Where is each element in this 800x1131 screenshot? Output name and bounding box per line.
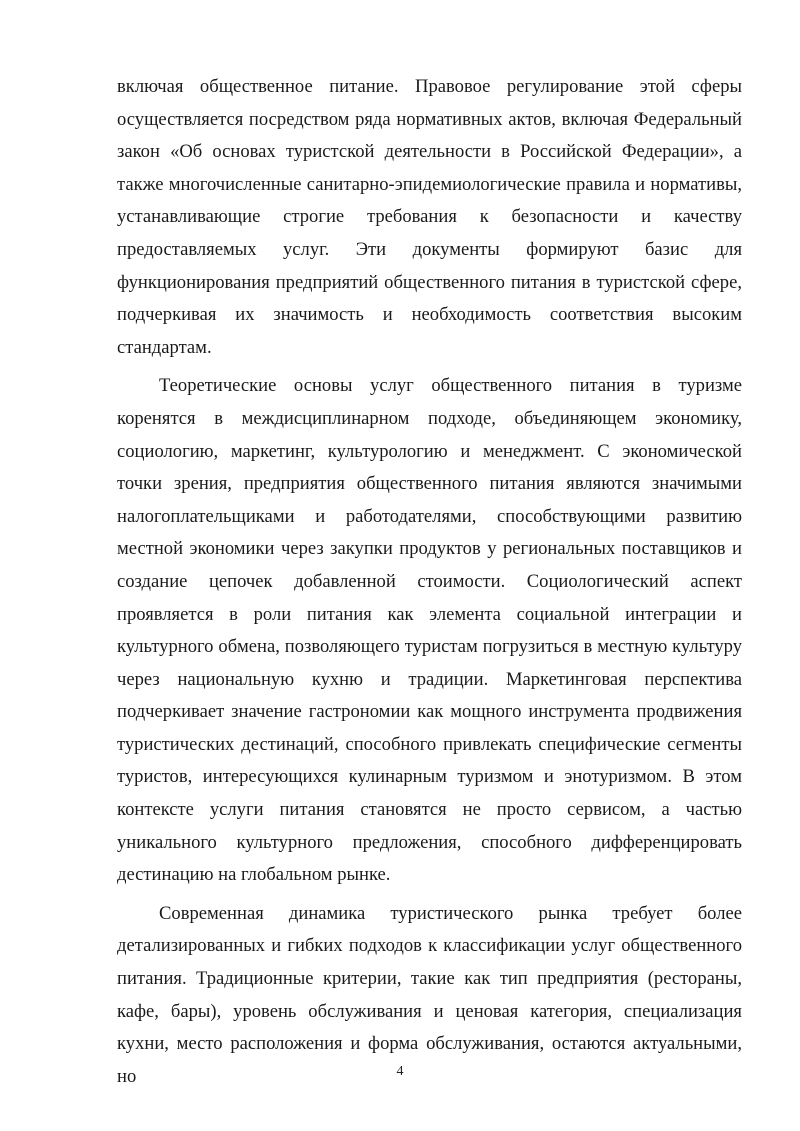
paragraph-market-dynamics: Современная динамика туристического рынка требует более детализированных и гибких подходов к классификации услуг общественного питания. Традиционные критерии, такие как тип предприятия (рестораны, кафе, бары), уровень обслуживания и ценовая категория, специализация кухни, место расположения и форма обслуживания, остаются актуальными, но <box>117 902 742 1087</box>
page-number: 4 <box>396 1064 404 1079</box>
paragraph-theoretical-foundations: Теоретические основы услуг общественного питания в туризме коренятся в междисциплинарном подходе, объединяющем экономику, социологию, маркетинг, культурологию и менеджмент. С экономической точки зрения, предприятия общественного питания являются значимыми налогоплательщиками и работодателями, способствующими развитию местной экономики через закупки продуктов у региональных поставщиков и создание цепочек добавленной стоимости. Социологический аспект проявляется в роли питания как элемента социальной интеграции и культурного обмена, позволяющего туристам погрузиться в местную культуру через национальную кухню и традиции. Маркетинговая перспектива подчеркивает значение гастрономии как мощного инструмента продвижения туристических дестинаций, способного привлекать специфические сегменты туристов, интересующихся кулинарным туризмом и энотуризмом. В этом контексте услуги питания становятся не просто сервисом, а частью уникального культурного предложения, способного дифференцировать дестинацию на глобальном рынке. <box>117 375 742 886</box>
paragraph-continuation: включая общественное питание. Правовое регулирование этой сферы осуществляется посредством ряда нормативных актов, включая Федеральный закон «Об основах туристской деятельности в Российской Федерации», а также многочисленные санитарно-эпидемиологические правила и нормативы, устанавливающие строгие требования к безопасности и качеству предоставляемых услуг. Эти документы формируют базис для функционирования предприятий общественного питания в туристской сфере, подчеркивая их значимость и необходимость соответствия высоким стандартам. <box>117 76 742 358</box>
text-body <box>117 71 742 1093</box>
